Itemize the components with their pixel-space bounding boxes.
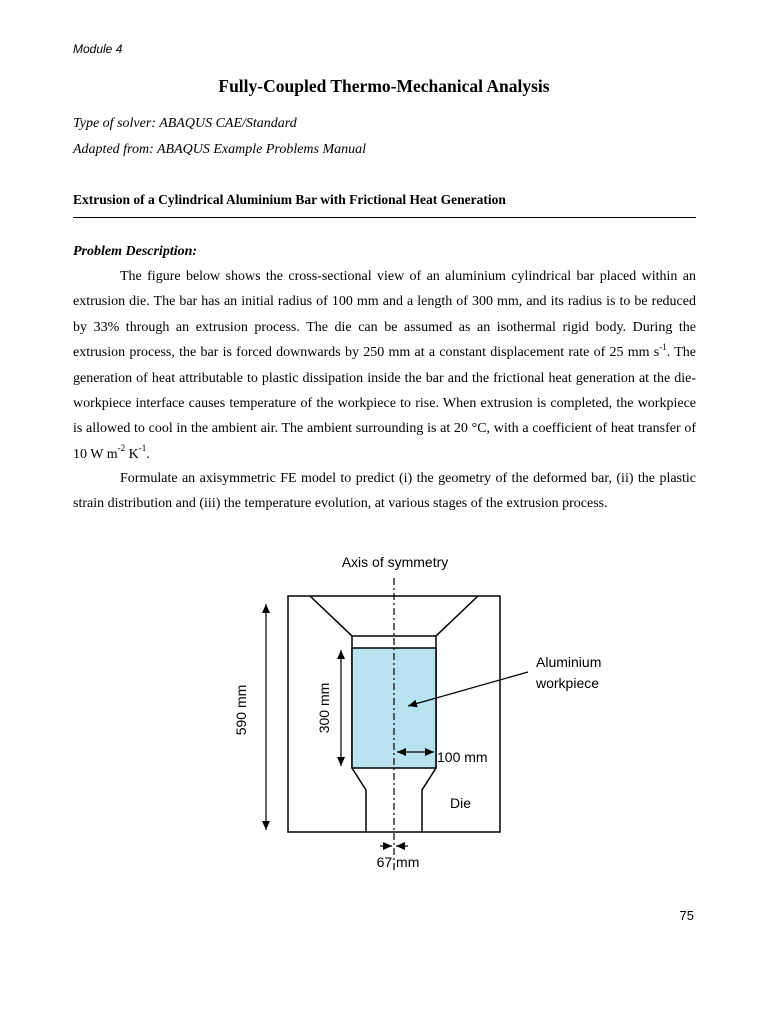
die-label: Die — [450, 795, 472, 811]
adapted-line: Adapted from: ABAQUS Example Problems Manual — [73, 142, 367, 157]
workpiece-label-line1: Aluminium — [536, 654, 602, 670]
radius-label: 100 mm — [437, 749, 488, 765]
workpiece-label-line2: workpiece — [536, 675, 600, 691]
length-label: 300 mm — [316, 682, 332, 734]
solver-line: Type of solver: ABAQUS CAE/Standard — [73, 116, 297, 131]
module-label: Module 4 — [73, 42, 123, 56]
height-label: 590 mm — [233, 684, 249, 736]
problem-paragraph-1: The figure below shows the cross-sectional view of an aluminium cylindrical bar placed within an extrusion die. The bar has an initial radius of 100 mm and a length of 300 mm, and its radius is to be reduced by 33% through an extrusion process. The die can be assumed as an isothermal rigid body. During the extrusion process, the bar is forced downwards by 250 mm at a constant displacement rate of 25 mm $s^{-1}$. The generation of heat attributable to plastic dissipation inside the bar and the frictional heat generation at the die-workpiece interface causes temperature of the workpiece to rise. When extrusion is completed, the workpiece is allowed to cool in the ambient air. The ambient surrounding is at 20 °C, with a coefficient of heat transfer of 10 W $m^{-2}$ $K^{-1}$. — [73, 269, 696, 462]
axis-of-symmetry-label: Axis of symmetry — [341, 554, 449, 570]
section-title: Extrusion of a Cylindrical Aluminium Bar with Frictional Heat Generation — [73, 192, 506, 207]
problem-paragraph-2: Formulate an axisymmetric FE model to predict (i) the geometry of the deformed bar, (ii) the plastic strain distribution and (iii) the temperature evolution, at various stages of the extrusion process. — [73, 471, 696, 512]
exit-label: 67 mm — [376, 854, 420, 870]
page-number: 75 — [679, 908, 694, 923]
problem-heading: Problem Description: — [73, 244, 198, 259]
page-title: Fully-Coupled Thermo-Mechanical Analysis — [218, 76, 550, 96]
